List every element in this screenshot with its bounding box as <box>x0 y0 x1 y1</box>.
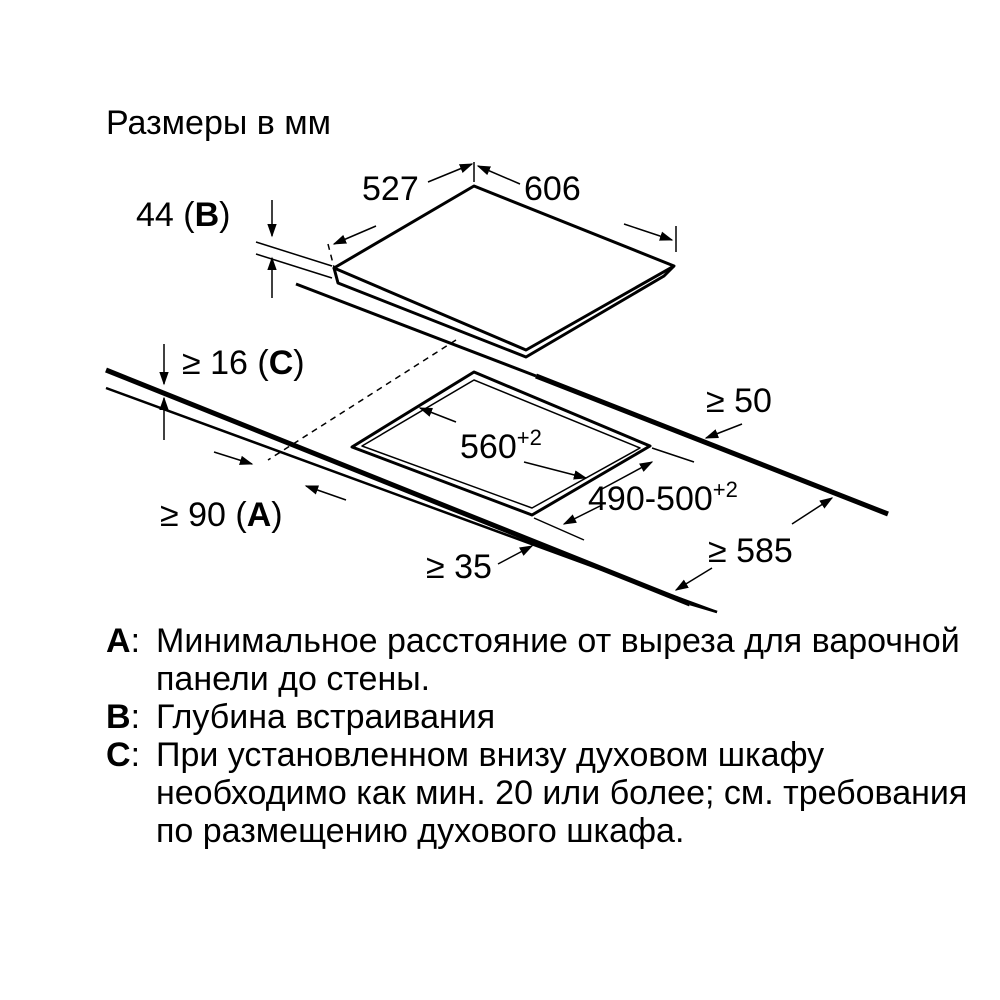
legend-text-b: Глубина встраивания <box>156 698 496 736</box>
legend-text-c: При установленном внизу духовом шкафу необходимо как мин. 20 или более; см. требования по размещению духового шкафа. <box>156 736 968 850</box>
label-clearance-below: ≥ 16 (C) <box>182 344 305 382</box>
hob <box>334 186 674 357</box>
hob-body-lower <box>334 266 674 357</box>
legend-item-a <box>106 622 986 698</box>
legend-text-a: Минимальное расстояние от выреза для варочной панели до стены. <box>156 622 960 698</box>
label-worktop-depth: ≥ 585 <box>708 532 793 570</box>
legend-key-a: A: <box>106 622 141 660</box>
legend <box>106 622 986 850</box>
legend-item-c <box>106 736 986 850</box>
worktop-side-edge <box>690 604 717 612</box>
label-cutout-depth: $490-500^{+2}$ <box>588 477 738 518</box>
label-wall-distance: ≥ 90 (A) <box>160 496 283 534</box>
label-rear-clearance: ≥ 50 <box>706 382 772 420</box>
title: Размеры в мм <box>106 104 332 142</box>
hob-glass-top <box>334 186 674 350</box>
label-cutout-width: $560^{+2}$ <box>460 425 542 466</box>
label-installation-depth: 44 (B) <box>136 196 231 234</box>
legend-key-b: B: <box>106 698 141 736</box>
label-hob-width: 606 <box>524 170 581 208</box>
label-front-edge: ≥ 35 <box>426 548 492 586</box>
legend-key-c: C: <box>106 736 141 774</box>
legend-item-b <box>106 698 986 736</box>
label-hob-depth: 527 <box>362 170 419 208</box>
hob-edge-line <box>296 284 536 376</box>
